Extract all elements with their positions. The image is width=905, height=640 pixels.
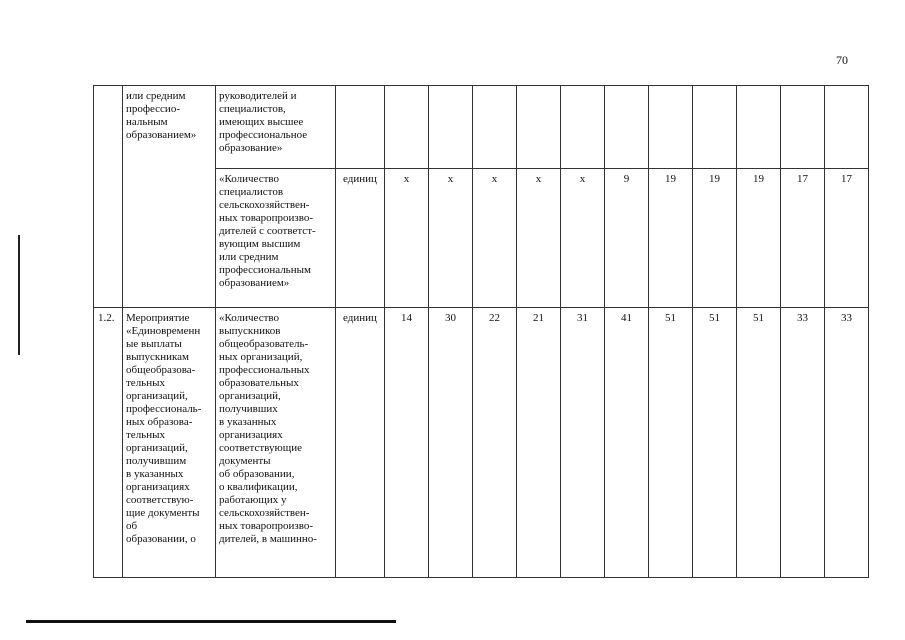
event-cell: Мероприятие «Единовременн ые выплаты выпускникам общеобразова- тельных организаций, профессиональ- ных образова- тельных организаций, получившим в указанных организациях соответствую- щие документы об образовании, о xyxy=(123,308,216,578)
row-number xyxy=(94,86,123,308)
value-cell: х xyxy=(517,169,561,308)
value-cell: 21 xyxy=(517,308,561,578)
unit-cell xyxy=(336,86,385,169)
indicator-cell: «Количество выпускников общеобразователь- ных организаций, профессиональных образовательных организаций, получивших в указанных организациях соответствующие документы об образовании, о квалификации, работающих у сельскохозяйствен- ных товаропроизво- дителей, в машинно- xyxy=(216,308,336,578)
indicator-cell: «Количество специалистов сельскохозяйствен- ных товаропроизво- дителей с соответст- вующим высшим или средним профессиональным образованием» xyxy=(216,169,336,308)
value-cell: 33 xyxy=(781,308,825,578)
table-row xyxy=(94,86,869,169)
value-cell: х xyxy=(473,169,517,308)
value-cell: 19 xyxy=(737,169,781,308)
value-cell xyxy=(429,86,473,169)
value-cell: 22 xyxy=(473,308,517,578)
value-cell: 31 xyxy=(561,308,605,578)
row-number: 1.2. xyxy=(94,308,123,578)
value-cell: 17 xyxy=(781,169,825,308)
value-cell: х xyxy=(385,169,429,308)
value-cell xyxy=(649,86,693,169)
value-cell: х xyxy=(561,169,605,308)
value-cell: 19 xyxy=(693,169,737,308)
value-cell: х xyxy=(429,169,473,308)
footer-rule xyxy=(26,620,396,623)
value-cell: 41 xyxy=(605,308,649,578)
event-cell: или средним профессио- нальным образованием» xyxy=(123,86,216,308)
value-cell xyxy=(737,86,781,169)
indicator-cell: руководителей и специалистов, имеющих высшее профессиональное образование» xyxy=(216,86,336,169)
value-cell: 33 xyxy=(825,308,869,578)
value-cell: 14 xyxy=(385,308,429,578)
value-cell: 9 xyxy=(605,169,649,308)
unit-cell: единиц xyxy=(336,169,385,308)
unit-cell: единиц xyxy=(336,308,385,578)
margin-mark xyxy=(18,235,20,355)
value-cell xyxy=(605,86,649,169)
value-cell xyxy=(781,86,825,169)
value-cell: 19 xyxy=(649,169,693,308)
value-cell: 17 xyxy=(825,169,869,308)
value-cell: 51 xyxy=(737,308,781,578)
value-cell xyxy=(561,86,605,169)
table-row xyxy=(94,308,869,578)
value-cell xyxy=(385,86,429,169)
value-cell: 30 xyxy=(429,308,473,578)
value-cell xyxy=(693,86,737,169)
value-cell xyxy=(473,86,517,169)
value-cell xyxy=(825,86,869,169)
indicators-table xyxy=(93,85,869,578)
page-number: 70 xyxy=(836,53,848,67)
value-cell: 51 xyxy=(693,308,737,578)
value-cell: 51 xyxy=(649,308,693,578)
value-cell xyxy=(517,86,561,169)
